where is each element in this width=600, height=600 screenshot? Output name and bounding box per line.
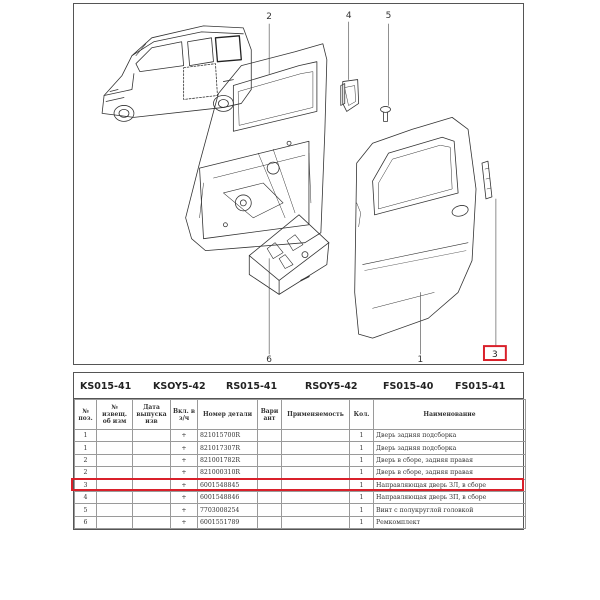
callout-2: 2 xyxy=(266,11,273,22)
position-cell: 2 xyxy=(75,467,97,479)
variant-cell xyxy=(258,516,282,528)
usage-cell xyxy=(282,504,350,516)
quantity-cell: 1 xyxy=(350,442,374,454)
model-code: KS015-41 xyxy=(80,381,132,392)
usage-cell xyxy=(282,442,350,454)
variant-cell xyxy=(258,491,282,503)
date-cell xyxy=(133,467,171,479)
part-number-cell: 6001548845 xyxy=(198,479,258,491)
column-header: Применяемость xyxy=(282,400,350,430)
table-header-row xyxy=(75,400,526,430)
included-cell: + xyxy=(171,454,198,466)
part-number-cell: 821015700R xyxy=(198,430,258,442)
included-cell: + xyxy=(171,442,198,454)
model-code: FS015-41 xyxy=(455,381,506,392)
included-cell: + xyxy=(171,430,198,442)
column-header: № извещ. об изм xyxy=(97,400,133,430)
quantity-cell: 1 xyxy=(350,454,374,466)
column-header: Вкл. в з/ч xyxy=(171,400,198,430)
variant-cell xyxy=(258,430,282,442)
parts-table xyxy=(74,399,526,529)
part-number-cell: 821000310R xyxy=(198,467,258,479)
exploded-diagram xyxy=(73,3,524,365)
usage-cell xyxy=(282,516,350,528)
part-name-cell: Направляющая дверь ЗЛ, в сборе xyxy=(374,479,526,491)
table-row[interactable] xyxy=(75,516,526,528)
door-guide-hinge xyxy=(341,80,359,112)
part-number-cell: 821017307R xyxy=(198,442,258,454)
column-header: Наименование xyxy=(374,400,526,430)
model-code: KSOY5-42 xyxy=(153,381,206,392)
usage-cell xyxy=(282,454,350,466)
date-cell xyxy=(133,491,171,503)
leader-lines xyxy=(269,22,496,354)
date-cell xyxy=(133,442,171,454)
notice-cell xyxy=(97,491,133,503)
usage-cell xyxy=(282,479,350,491)
part-name-cell: Дверь в сборе, задняя правая xyxy=(374,454,526,466)
parts-table-panel xyxy=(73,372,524,530)
table-row[interactable] xyxy=(75,430,526,442)
car-illustration xyxy=(102,26,251,121)
callout-4: 4 xyxy=(345,10,352,21)
door-guide-strip xyxy=(482,161,492,199)
parts-table-body xyxy=(75,430,526,529)
model-codes-bar xyxy=(74,373,523,399)
table-row[interactable] xyxy=(75,504,526,516)
usage-cell xyxy=(282,430,350,442)
quantity-cell: 1 xyxy=(350,491,374,503)
date-cell xyxy=(133,504,171,516)
boxed-callout-3 xyxy=(484,346,506,360)
notice-cell xyxy=(97,467,133,479)
quantity-cell: 1 xyxy=(350,467,374,479)
part-name-cell: Ремкомплект xyxy=(374,516,526,528)
part-number-cell: 6001551789 xyxy=(198,516,258,528)
part-name-cell: Дверь задняя подсборка xyxy=(374,430,526,442)
position-cell: 2 xyxy=(75,454,97,466)
callout-6: 6 xyxy=(266,355,273,364)
callout-3: 3 xyxy=(492,350,498,361)
notice-cell xyxy=(97,516,133,528)
quantity-cell: 1 xyxy=(350,430,374,442)
column-header: Номер детали xyxy=(198,400,258,430)
usage-cell xyxy=(282,491,350,503)
usage-cell xyxy=(282,467,350,479)
callout-5: 5 xyxy=(385,10,392,21)
included-cell: + xyxy=(171,491,198,503)
notice-cell xyxy=(97,454,133,466)
table-row[interactable] xyxy=(75,479,526,491)
quantity-cell: 1 xyxy=(350,516,374,528)
model-code: FS015-40 xyxy=(383,381,434,392)
table-row[interactable] xyxy=(75,467,526,479)
position-cell: 1 xyxy=(75,430,97,442)
part-number-cell: 821001782R xyxy=(198,454,258,466)
included-cell: + xyxy=(171,479,198,491)
part-name-cell: Дверь задняя подсборка xyxy=(374,442,526,454)
column-header: Вари ант xyxy=(258,400,282,430)
part-number-cell: 7703008254 xyxy=(198,504,258,516)
variant-cell xyxy=(258,454,282,466)
part-name-cell: Дверь в сборе, задняя правая xyxy=(374,467,526,479)
table-row[interactable] xyxy=(75,442,526,454)
diagram-drawing xyxy=(74,4,523,364)
model-code: RS015-41 xyxy=(226,381,278,392)
table-row[interactable] xyxy=(75,491,526,503)
position-cell: 3 xyxy=(75,479,97,491)
notice-cell xyxy=(97,442,133,454)
notice-cell xyxy=(97,504,133,516)
variant-cell xyxy=(258,467,282,479)
position-cell: 1 xyxy=(75,442,97,454)
door-inner-frame xyxy=(186,44,327,251)
part-number-cell: 6001548846 xyxy=(198,491,258,503)
date-cell xyxy=(133,516,171,528)
table-row[interactable] xyxy=(75,454,526,466)
position-cell: 4 xyxy=(75,491,97,503)
notice-cell xyxy=(97,479,133,491)
date-cell xyxy=(133,430,171,442)
date-cell xyxy=(133,479,171,491)
notice-cell xyxy=(97,430,133,442)
part-name-cell: Направляющая дверь ЗП, в сборе xyxy=(374,491,526,503)
variant-cell xyxy=(258,442,282,454)
quantity-cell: 1 xyxy=(350,504,374,516)
column-header: Кол. xyxy=(350,400,374,430)
included-cell: + xyxy=(171,504,198,516)
model-code: RSOY5-42 xyxy=(305,381,358,392)
screw xyxy=(381,106,391,121)
included-cell: + xyxy=(171,516,198,528)
variant-cell xyxy=(258,504,282,516)
column-header: Дата выпуска изв xyxy=(133,400,171,430)
repair-kit-box xyxy=(249,215,329,295)
door-outer-panel xyxy=(355,117,476,338)
column-header: № поз. xyxy=(75,400,97,430)
quantity-cell: 1 xyxy=(350,479,374,491)
date-cell xyxy=(133,454,171,466)
position-cell: 5 xyxy=(75,504,97,516)
variant-cell xyxy=(258,479,282,491)
included-cell: + xyxy=(171,467,198,479)
callout-1: 1 xyxy=(417,355,424,364)
position-cell: 6 xyxy=(75,516,97,528)
part-name-cell: Винт с полукруглой головкой xyxy=(374,504,526,516)
